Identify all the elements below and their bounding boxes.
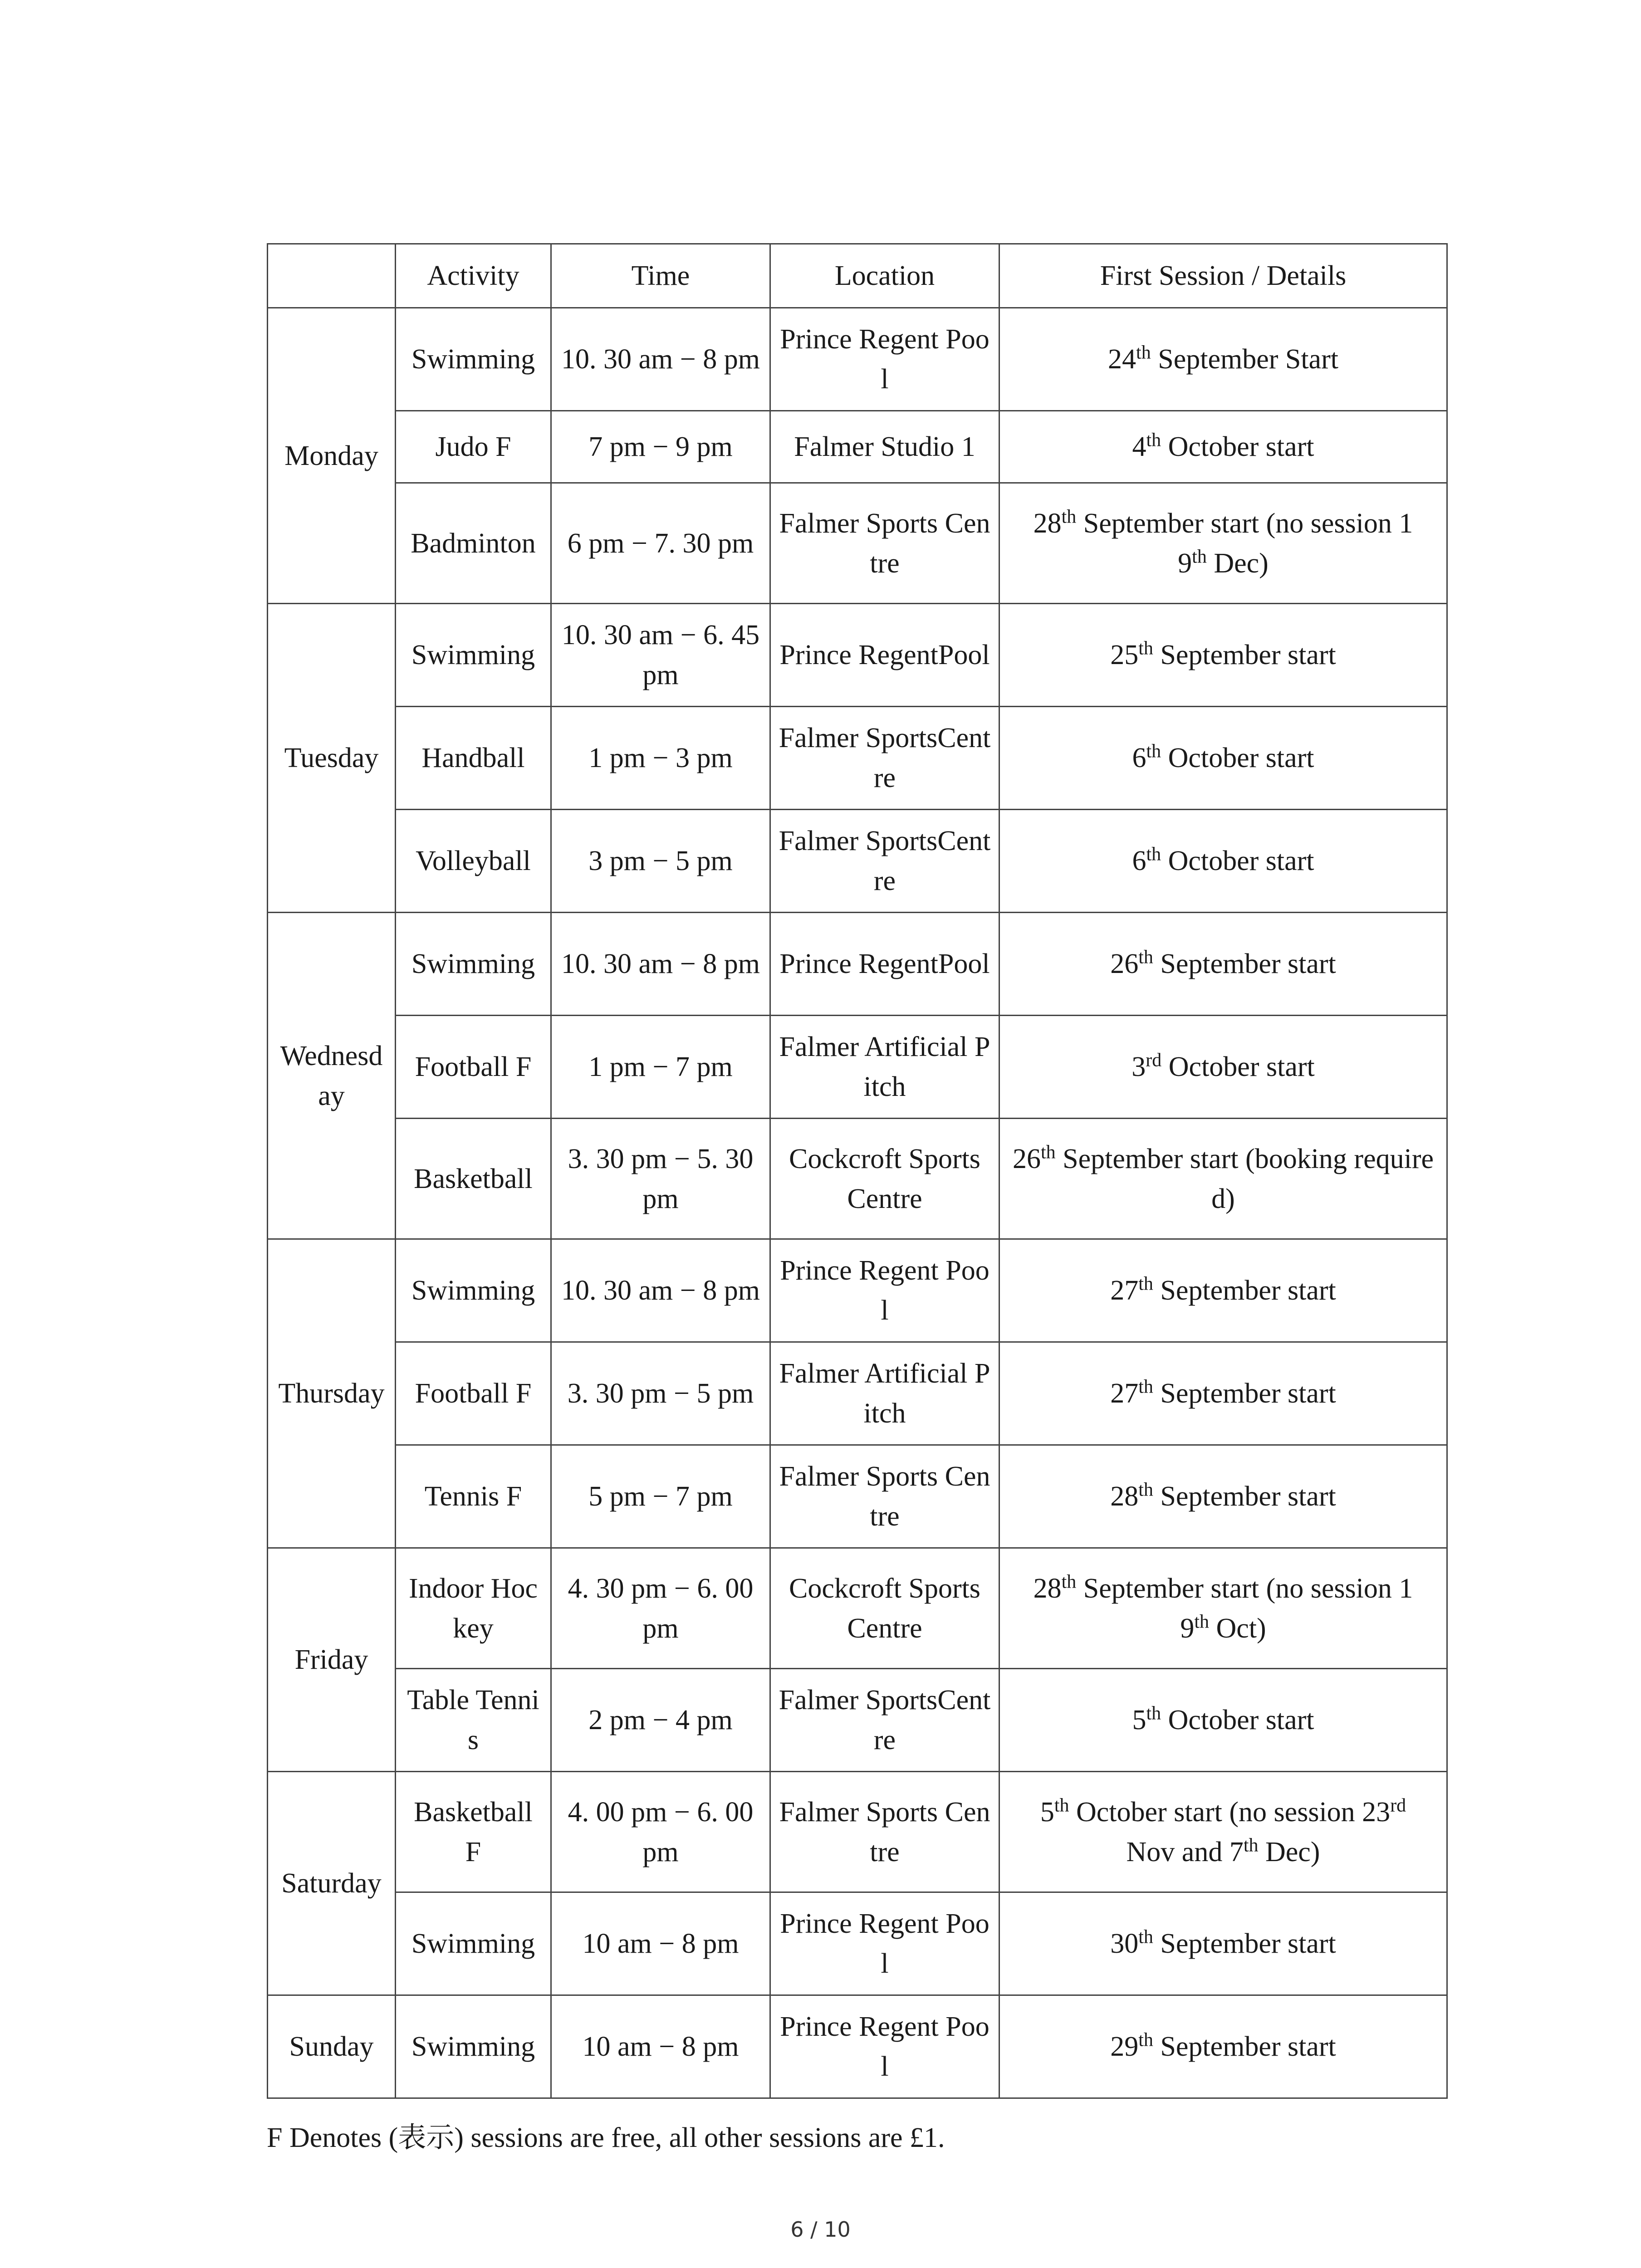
day-cell: Saturday xyxy=(268,1772,396,1995)
table-row xyxy=(268,1016,1447,1119)
day-cell: Sunday xyxy=(268,1995,396,2098)
location-cell: Falmer SportsCentre xyxy=(770,810,999,913)
table-row xyxy=(268,1548,1447,1669)
details-cell: 26th September start (booking required) xyxy=(999,1119,1447,1239)
details-cell: 24th September Start xyxy=(999,308,1447,411)
time-cell: 10 am − 8 pm xyxy=(551,1995,770,2098)
activity-cell: Football F xyxy=(396,1016,551,1119)
table-row xyxy=(268,483,1447,604)
time-cell: 3. 30 pm − 5 pm xyxy=(551,1342,770,1445)
activity-cell: Swimming xyxy=(396,1892,551,1995)
location-cell: Prince Regent Pool xyxy=(770,1239,999,1342)
activity-cell: Swimming xyxy=(396,308,551,411)
day-cell: Thursday xyxy=(268,1239,396,1548)
time-cell: 6 pm − 7. 30 pm xyxy=(551,483,770,604)
time-cell: 10. 30 am − 6. 45 pm xyxy=(551,604,770,707)
activity-cell: Volleyball xyxy=(396,810,551,913)
details-cell: 28th September start (no session 1 9th Oct) xyxy=(999,1548,1447,1669)
location-cell: Falmer SportsCentre xyxy=(770,1669,999,1772)
table-row xyxy=(268,707,1447,810)
header-day xyxy=(268,244,396,308)
activity-cell: Swimming xyxy=(396,1239,551,1342)
activity-cell: Indoor Hockey xyxy=(396,1548,551,1669)
header-details: First Session / Details xyxy=(999,244,1447,308)
time-cell: 4. 30 pm − 6. 00 pm xyxy=(551,1548,770,1669)
details-cell: 26th September start xyxy=(999,913,1447,1016)
location-cell: Falmer Sports Centre xyxy=(770,483,999,604)
day-cell: Friday xyxy=(268,1548,396,1772)
table-row xyxy=(268,1119,1447,1239)
location-cell: Falmer Artificial Pitch xyxy=(770,1342,999,1445)
location-cell: Prince Regent Pool xyxy=(770,1995,999,2098)
activity-cell: Tennis F xyxy=(396,1445,551,1548)
time-cell: 10. 30 am − 8 pm xyxy=(551,308,770,411)
day-cell: Wednesday xyxy=(268,913,396,1239)
time-cell: 10. 30 am − 8 pm xyxy=(551,913,770,1016)
location-cell: Cockcroft Sports Centre xyxy=(770,1548,999,1669)
details-cell: 4th October start xyxy=(999,411,1447,483)
activity-cell: Judo F xyxy=(396,411,551,483)
table-header-row xyxy=(268,244,1447,308)
time-cell: 3. 30 pm − 5. 30 pm xyxy=(551,1119,770,1239)
details-cell: 5th October start (no session 23rd Nov and 7th Dec) xyxy=(999,1772,1447,1892)
details-cell: 30th September start xyxy=(999,1892,1447,1995)
activity-cell: Swimming xyxy=(396,604,551,707)
header-time: Time xyxy=(551,244,770,308)
time-cell: 1 pm − 7 pm xyxy=(551,1016,770,1119)
time-cell: 10 am − 8 pm xyxy=(551,1892,770,1995)
time-cell: 1 pm − 3 pm xyxy=(551,707,770,810)
activity-cell: Badminton xyxy=(396,483,551,604)
details-cell: 6th October start xyxy=(999,810,1447,913)
location-cell: Falmer Sports Centre xyxy=(770,1445,999,1548)
location-cell: Falmer Studio 1 xyxy=(770,411,999,483)
details-cell: 5th October start xyxy=(999,1669,1447,1772)
time-cell: 3 pm − 5 pm xyxy=(551,810,770,913)
activity-cell: Basketball F xyxy=(396,1772,551,1892)
time-cell: 5 pm − 7 pm xyxy=(551,1445,770,1548)
day-cell: Monday xyxy=(268,308,396,604)
table-row xyxy=(268,308,1447,411)
table-row xyxy=(268,1669,1447,1772)
table-row xyxy=(268,411,1447,483)
table-row xyxy=(268,810,1447,913)
location-cell: Prince RegentPool xyxy=(770,913,999,1016)
location-cell: Cockcroft Sports Centre xyxy=(770,1119,999,1239)
time-cell: 7 pm − 9 pm xyxy=(551,411,770,483)
details-cell: 28th September start (no session 1 9th Dec) xyxy=(999,483,1447,604)
day-cell: Tuesday xyxy=(268,604,396,913)
details-cell: 6th October start xyxy=(999,707,1447,810)
details-cell: 3rd October start xyxy=(999,1016,1447,1119)
header-activity: Activity xyxy=(396,244,551,308)
location-cell: Falmer Sports Centre xyxy=(770,1772,999,1892)
time-cell: 4. 00 pm − 6. 00 pm xyxy=(551,1772,770,1892)
header-location: Location xyxy=(770,244,999,308)
details-cell: 29th September start xyxy=(999,1995,1447,2098)
details-cell: 25th September start xyxy=(999,604,1447,707)
details-cell: 27th September start xyxy=(999,1239,1447,1342)
activity-cell: Swimming xyxy=(396,1995,551,2098)
table-row xyxy=(268,1892,1447,1995)
table-row xyxy=(268,1445,1447,1548)
location-cell: Prince Regent Pool xyxy=(770,308,999,411)
location-cell: Falmer Artificial Pitch xyxy=(770,1016,999,1119)
details-cell: 27th September start xyxy=(999,1342,1447,1445)
activity-cell: Basketball xyxy=(396,1119,551,1239)
sports-schedule-table xyxy=(267,243,1448,2099)
table-row xyxy=(268,1342,1447,1445)
table-row xyxy=(268,1772,1447,1892)
table-row xyxy=(268,604,1447,707)
location-cell: Prince RegentPool xyxy=(770,604,999,707)
location-cell: Prince Regent Pool xyxy=(770,1892,999,1995)
table-row xyxy=(268,1995,1447,2098)
details-cell: 28th September start xyxy=(999,1445,1447,1548)
location-cell: Falmer SportsCentre xyxy=(770,707,999,810)
footnote: F Denotes (表示) sessions are free, all other sessions are £1. xyxy=(267,2122,945,2153)
activity-cell: Swimming xyxy=(396,913,551,1016)
activity-cell: Football F xyxy=(396,1342,551,1445)
activity-cell: Handball xyxy=(396,707,551,810)
time-cell: 10. 30 am − 8 pm xyxy=(551,1239,770,1342)
activity-cell: Table Tennis xyxy=(396,1669,551,1772)
table-row xyxy=(268,1239,1447,1342)
table-row xyxy=(268,913,1447,1016)
page-number: 6 / 10 xyxy=(790,2217,851,2242)
time-cell: 2 pm − 4 pm xyxy=(551,1669,770,1772)
